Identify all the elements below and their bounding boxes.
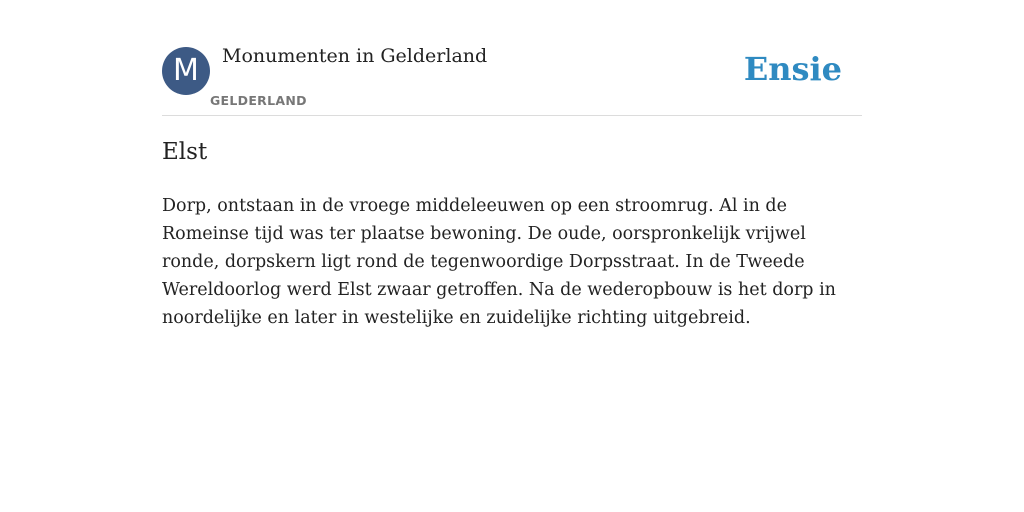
- header: [162, 0, 862, 116]
- article-body: Dorp, ontstaan in de vroege middeleeuwen op een stroomrug. Al in de Romeinse tijd was ter plaatse bewoning. De oude, oorspronkelijk vrijwel ronde, dorpskern ligt rond de tegenwoordige Dorpsstraat. In de Tweede Wereldoorlog werd Elst zwaar getroffen. Na de wederopbouw is het dorp in noordelijke en later in westelijke en zuidelijke richting uitgebreid.: [162, 196, 836, 328]
- avatar[interactable]: M: [162, 47, 210, 95]
- category-label[interactable]: GELDERLAND: [210, 93, 307, 108]
- brand-logo[interactable]: Ensie: [743, 50, 842, 88]
- site-title[interactable]: Monumenten in Gelderland: [222, 45, 488, 67]
- content-container: [162, 0, 862, 328]
- article-title: Elst: [162, 139, 208, 165]
